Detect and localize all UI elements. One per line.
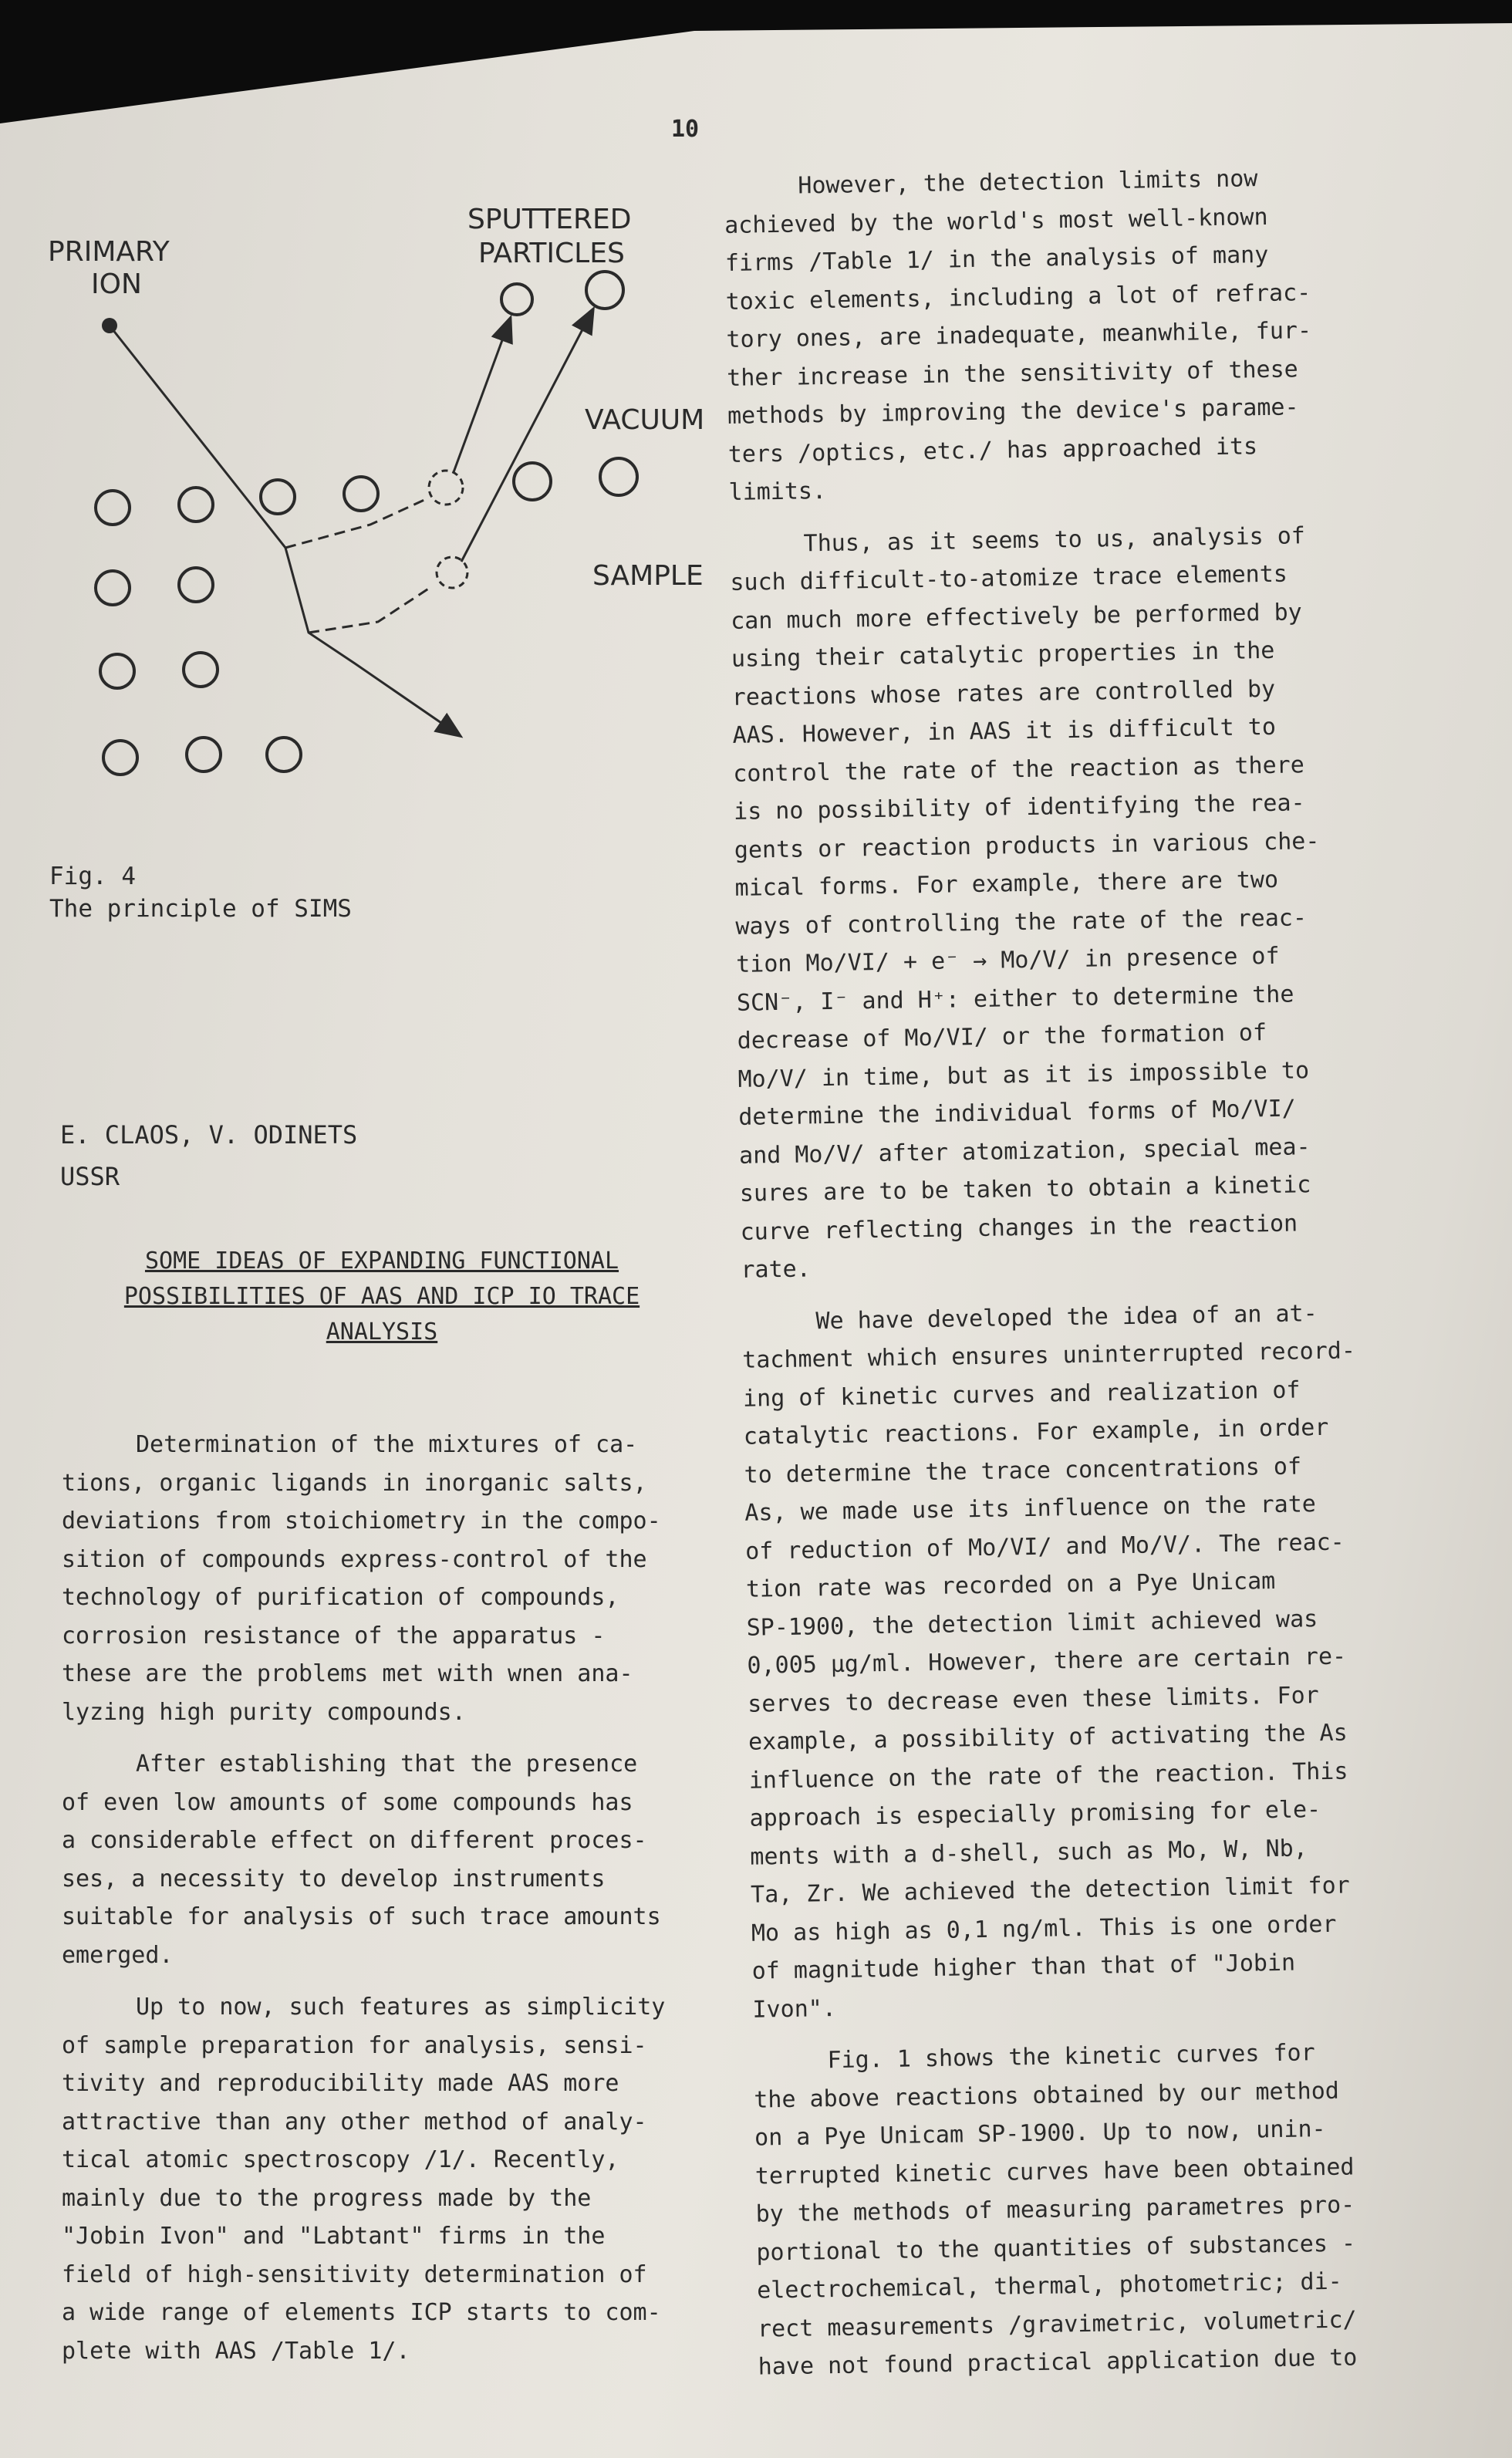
figure-caption-number: Fig. 4: [49, 863, 136, 890]
text-line: Determination of the mixtures of ca-: [136, 1431, 638, 1458]
text-line: methods by improving the device's parame-: [727, 393, 1299, 430]
atom: [344, 477, 378, 511]
text-line: terrupted kinetic curves have been obtained: [754, 2152, 1355, 2190]
text-line: tory ones, are inadequate, meanwhile, fur-: [726, 317, 1312, 353]
paragraph-gap: [62, 1731, 665, 1745]
atom: [261, 480, 295, 514]
text-line: rate.: [741, 1255, 812, 1284]
figure-caption-text: The principle of SIMS: [49, 895, 352, 923]
atom: [267, 738, 301, 772]
text-line: deviations from stoichiometry in the compo-: [62, 1508, 661, 1535]
text-line: Fig. 1 shows the kinetic curves for: [827, 2039, 1315, 2075]
recoil-path-1: [285, 500, 424, 548]
text-line: As, we made use its influence on the rate: [744, 1491, 1317, 1527]
text-line: tion Mo/VI/ + e⁻ → Mo/V/ in presence of: [735, 942, 1280, 978]
label-sample: SAMPLE: [592, 560, 704, 592]
page-number: 10: [671, 116, 700, 143]
text-line: Up to now, such features as simplicity: [136, 1994, 666, 2021]
label-sputtered-particles: [467, 204, 631, 269]
text-line: portional to the quantities of substances -: [756, 2229, 1356, 2267]
text-line: Mo as high as 0,1 ng/ml. This is one order: [751, 1910, 1337, 1947]
atom: [179, 568, 213, 602]
text-line: AAS. However, in AAS it is difficult to: [732, 713, 1277, 749]
atom: [184, 653, 218, 687]
ejection-path-2: [461, 316, 589, 562]
text-line: is no possibility of identifying the rea-: [733, 789, 1305, 826]
text-line: sition of compounds express-control of the: [62, 1545, 647, 1573]
text-line: the above reactions obtained by our method: [754, 2077, 1340, 2114]
text-line: of sample preparation for analysis, sensi-: [62, 2031, 647, 2059]
atom: [600, 458, 637, 495]
text-line: Mo/V/ in time, but as it is impossible to: [737, 1056, 1310, 1093]
text-line: 0,005 µg/ml. However, there are certain re-: [747, 1643, 1347, 1680]
author-country: USSR: [60, 1162, 120, 1191]
text-line: a wide range of elements ICP starts to com-: [62, 2299, 661, 2326]
atom: [96, 571, 130, 605]
text-line: decrease of Mo/VI/ or the formation of: [737, 1019, 1267, 1055]
recoil-path-2: [309, 586, 432, 633]
text-line: such difficult-to-atomize trace elements: [730, 560, 1288, 596]
vacancy: [437, 557, 467, 588]
right-column: [724, 159, 1372, 2387]
text-line: electrochemical, thermal, photometric; di-: [756, 2267, 1342, 2304]
atom: [514, 463, 551, 500]
left-column: [62, 1426, 665, 2370]
label-ion: ION: [91, 268, 142, 300]
title-line: POSSIBILITIES OF AAS AND ICP IO TRACE: [123, 1283, 640, 1310]
label-vacuum: VACUUM: [585, 404, 705, 436]
text-line: emerged.: [62, 1941, 174, 1969]
trajectories: [110, 316, 589, 731]
text-line: firms /Table 1/ in the analysis of many: [724, 241, 1269, 277]
text-line: Ta, Zr. We achieved the detection limit for: [750, 1872, 1350, 1909]
text-line: attractive than any other method of analy-: [62, 2108, 647, 2136]
text-line: catalytic reactions. For example, in order: [743, 1413, 1329, 1450]
sputtered-particle: [501, 284, 532, 315]
text-line: corrosion resistance of the apparatus -: [62, 1622, 606, 1649]
text-line: plete with AAS /Table 1/.: [62, 2337, 410, 2365]
title-line: SOME IDEAS OF EXPANDING FUNCTIONAL: [144, 1248, 619, 1275]
text-line: and Mo/V/ after atomization, special mea-: [738, 1133, 1311, 1170]
text-line: ses, a necessity to develop instruments: [62, 1865, 606, 1892]
text-line: mical forms. For example, there are two: [734, 866, 1279, 902]
text-line: of magnitude higher than that of "Jobin: [751, 1949, 1296, 1985]
text-line: tachment which ensures uninterrupted record-: [742, 1337, 1356, 1374]
text-line: ing of kinetic curves and realization of: [742, 1376, 1301, 1413]
label-primary: PRIMARY: [48, 236, 170, 268]
text-line: approach is especially promising for ele-: [749, 1796, 1321, 1832]
atom: [103, 741, 137, 775]
title-line: ANALYSIS: [326, 1318, 438, 1345]
text-line: determine the individual forms of Mo/VI/: [738, 1095, 1296, 1131]
text-line: suitable for analysis of such trace amounts: [62, 1903, 661, 1930]
text-line: ther increase in the sensitivity of these: [726, 355, 1298, 392]
text-line: ments with a d-shell, such as Mo, W, Nb,: [750, 1834, 1308, 1871]
sputtered-particle: [586, 272, 623, 309]
label-primary-ion: [48, 236, 170, 300]
vacancies: [429, 471, 467, 588]
atom: [179, 488, 213, 522]
label-particles: PARTICLES: [478, 238, 625, 269]
text-line: tical atomic spectroscopy /1/. Recently,: [62, 2146, 619, 2173]
text-line: limits.: [728, 477, 827, 506]
text-line: these are the problems met with wnen ana-: [62, 1660, 633, 1687]
text-line: tion rate was recorded on a Pye Unicam: [745, 1567, 1276, 1603]
text-line: ters /optics, etc./ has approached its: [727, 432, 1258, 468]
text-line: have not found practical application due to: [758, 2344, 1358, 2381]
text-line: "Jobin Ivon" and "Labtant" firms in the: [62, 2223, 606, 2250]
text-line: control the rate of the reaction as there: [733, 751, 1305, 788]
text-line: Thus, as it seems to us, analysis of: [803, 522, 1306, 557]
paragraph-gap: [62, 1974, 665, 1988]
text-line: curve reflecting changes in the reaction: [740, 1209, 1298, 1246]
text-line: lyzing high purity compounds.: [62, 1698, 466, 1726]
text-line: of even low amounts of some compounds has: [62, 1788, 633, 1816]
text-line: tions, organic ligands in inorganic salts,: [62, 1469, 647, 1497]
text-line: by the methods of measuring parametres pro-: [755, 2191, 1355, 2228]
text-line: achieved by the world's most well-known: [724, 203, 1268, 239]
atom: [187, 738, 221, 772]
atom: [100, 654, 134, 688]
sims-figure: [31, 185, 725, 802]
label-sputtered: SPUTTERED: [467, 204, 632, 235]
text-line: can much more effectively be performed by: [730, 598, 1302, 635]
text-line: example, a possibility of activating the As: [748, 1719, 1348, 1756]
vacancy: [429, 471, 463, 505]
text-line: gents or reaction products in various che-: [734, 827, 1320, 864]
text-line: to determine the trace concentrations of: [744, 1452, 1302, 1489]
text-line: on a Pye Unicam SP-1900. Up to now, unin-: [754, 2115, 1326, 2152]
author-names: E. CLAOS, V. ODINETS: [60, 1120, 358, 1150]
text-line: ways of controlling the rate of the reac-: [735, 903, 1308, 940]
text-line: tivity and reproducibility made AAS more: [62, 2070, 619, 2097]
primary-ion-path: [110, 326, 454, 731]
text-line: SP-1900, the detection limit achieved was: [746, 1605, 1318, 1642]
ejection-path-1: [454, 326, 508, 472]
text-line: After establishing that the presence: [136, 1751, 638, 1778]
text-line: of reduction of Mo/VI/ and Mo/V/. The reac-: [744, 1528, 1345, 1565]
text-line: field of high-sensitivity determination of: [62, 2260, 647, 2288]
text-line: However, the detection limits now: [798, 165, 1258, 200]
text-line: influence on the rate of the reaction. This: [748, 1757, 1348, 1795]
text-line: toxic elements, including a lot of refrac-: [725, 279, 1311, 316]
text-line: using their catalytic properties in the: [731, 636, 1275, 673]
text-line: We have developed the idea of an at-: [815, 1299, 1318, 1335]
text-line: Ivon".: [752, 1994, 837, 2024]
text-line: a considerable effect on different proces-: [62, 1827, 647, 1854]
text-line: technology of purification of compounds,: [62, 1584, 619, 1611]
text-line: sures are to be taken to obtain a kinetic: [739, 1171, 1311, 1207]
text-line: mainly due to the progress made by the: [62, 2184, 592, 2212]
atom: [96, 491, 130, 525]
sample-atoms: [96, 272, 637, 775]
text-line: serves to decrease even these limits. For: [747, 1681, 1319, 1718]
text-line: SCN⁻, I⁻ and H⁺: either to determine the: [736, 981, 1294, 1017]
article-title: [77, 1244, 687, 1350]
text-line: reactions whose rates are controlled by: [731, 675, 1276, 711]
text-line: rect measurements /gravimetric, volumetric/: [757, 2305, 1357, 2343]
